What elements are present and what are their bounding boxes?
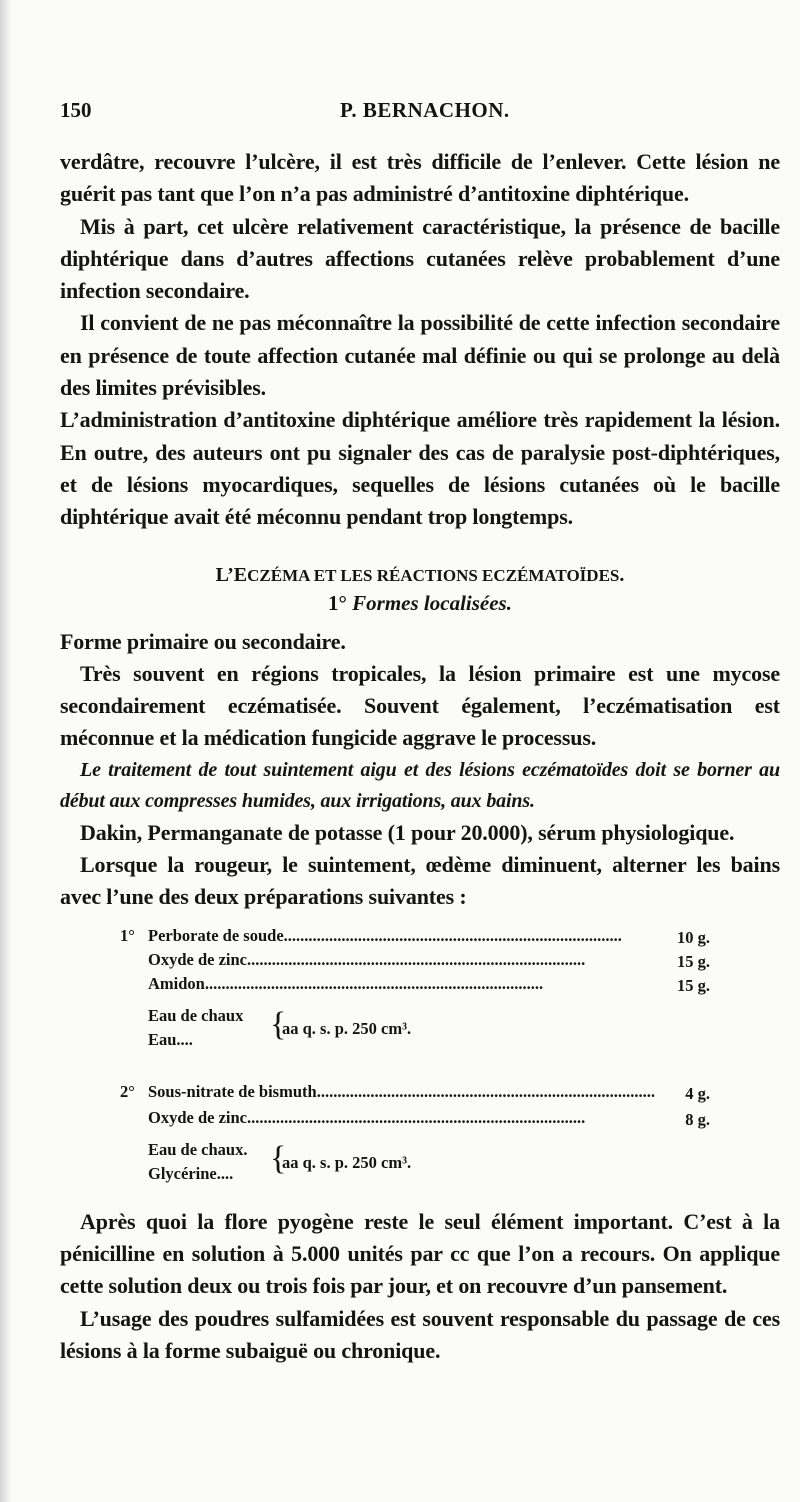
recipe-item-qty: 15 g.	[677, 951, 710, 971]
paragraph: L’usage des poudres sulfamidées est souvent responsable du passage de ces lésions à la forme subaiguë ou chronique.	[60, 1305, 780, 1363]
recipe-2	[60, 1082, 780, 1206]
recipe-item-qty: 15 g.	[677, 975, 710, 995]
recipe-number: 1°	[120, 925, 135, 945]
section-heading-period: .	[619, 563, 625, 586]
section-heading	[60, 564, 780, 587]
brace-glyph: {	[270, 1139, 287, 1177]
italic-paragraph: Le traitement de tout suintement aigu et des lésions eczématoïdes doit se borner au début aux compresses humides, aux irrigations, aux bains.	[60, 758, 780, 812]
paragraph: Lorsque la rougeur, le suintement, œdème diminuent, alterner les bains avec l’une des deux préparations suivantes :	[60, 852, 780, 910]
running-head: P. BERNACHON.	[340, 98, 510, 122]
recipe-item	[148, 1108, 708, 1132]
page-header	[60, 98, 760, 128]
recipe-item	[148, 926, 708, 950]
paragraph: Mis à part, cet ulcère relativement caractéristique, la présence de bacille diphtérique dans d’autres affections cutanées relève probablement d’une infection secondaire.	[60, 213, 780, 304]
section-heading-initial: L’E	[215, 563, 248, 586]
recipe-item-name: Perborate de soude..................................................................................	[148, 925, 622, 945]
recipe-item	[148, 974, 708, 998]
section-heading-smallcaps: CZÉMA ET LES RÉACTIONS ECZÉMATOÏDES	[247, 565, 620, 585]
brace-glyph: {	[270, 1005, 287, 1043]
subheading-title: Formes localisées.	[352, 590, 512, 615]
page-edge-shadow	[0, 0, 12, 1502]
recipe-item-name: Oxyde de zinc..................................................................................	[148, 1107, 586, 1127]
paragraph: Très souvent en régions tropicales, la lésion primaire est une mycose secondairement eczématisée. Souvent également, l’eczématisation est méconnue et la médication fungicide aggrave le processus.	[60, 660, 780, 751]
paragraph: Il convient de ne pas méconnaître la possibilité de cette infection secondaire en présence de toute affection cutanée mal définie ou qui se prolonge au delà des limites prévisibles.	[60, 310, 780, 401]
recipe-item-qty: 10 g.	[677, 927, 710, 947]
paragraph: Après quoi la flore pyogène reste le seul élément important. C’est à la pénicilline en solution à 5.000 unités par cc que l’on a recours. On applique cette solution deux ou trois fois par jour, et on recouvre d’un pansement.	[60, 1208, 780, 1299]
recipe-item-name: Amidon..................................................................................	[148, 973, 544, 993]
recipe-item-qty: 4 g.	[685, 1083, 710, 1103]
recipe-1	[60, 926, 780, 1076]
recipe-number: 2°	[120, 1081, 135, 1101]
brace-text: aa q. s. p. 250 cm³.	[282, 1018, 412, 1038]
brace-item: Eau de chaux	[148, 1005, 244, 1025]
recipe-item-qty: 8 g.	[685, 1109, 710, 1129]
paragraph: Forme primaire ou secondaire.	[60, 628, 346, 654]
recipe-item-name: Sous-nitrate de bismuth..................................................................................	[148, 1081, 655, 1101]
brace-item: Eau....	[148, 1029, 193, 1049]
brace-item: Eau de chaux.	[148, 1139, 248, 1159]
paragraph: verdâtre, recouvre l’ulcère, il est très difficile de l’enlever. Cette lésion ne guérit pas tant que l’on n’a pas administré d’antitoxine diphtérique.	[60, 149, 780, 207]
brace-text: aa q. s. p. 250 cm³.	[282, 1152, 412, 1172]
brace-item: Glycérine....	[148, 1163, 234, 1183]
recipe-item	[148, 950, 708, 974]
recipe-item-name: Oxyde de zinc..................................................................................	[148, 949, 586, 969]
paragraph: Dakin, Permanganate de potasse (1 pour 20.000), sérum physiologique.	[80, 819, 735, 845]
paragraph: L’administration d’antitoxine diphtérique améliore très rapidement la lésion. En outre, des auteurs ont pu signaler des cas de paralysie post-diphtériques, et de lésions myocardiques, sequelles de lésions cutanées où le bacille diphtérique avait été méconnu pendant trop longtemps.	[60, 407, 780, 530]
page-number: 150	[60, 98, 92, 122]
page-body	[60, 146, 780, 1367]
subheading-number: 1°	[328, 590, 347, 615]
section-subheading	[60, 591, 780, 616]
recipe-item	[148, 1082, 708, 1106]
